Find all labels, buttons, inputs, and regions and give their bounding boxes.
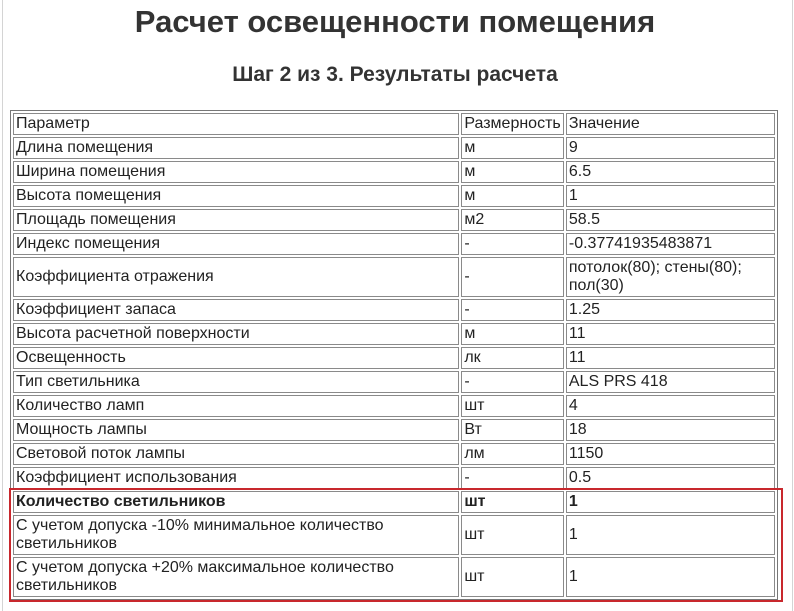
table-row [13,443,775,465]
page-frame-right [792,0,793,611]
page-frame-left [2,0,3,611]
row-param-label: Высота помещения [13,185,459,207]
table-row [13,185,775,207]
row-value: ALS PRS 418 [566,371,775,393]
row-param-label: С учетом допуска +20% максимальное количество светильников [13,557,459,597]
table-header-row [13,113,775,135]
table-row [13,233,775,255]
row-unit: Вт [461,419,564,441]
row-value: 1 [566,491,775,513]
table-row [13,137,775,159]
row-value: потолок(80); стены(80); пол(30) [566,257,775,297]
row-unit: - [461,257,564,297]
row-param-label: Длина помещения [13,137,459,159]
row-value: 18 [566,419,775,441]
row-param-label: Коэффициента отражения [13,257,459,297]
row-unit: - [461,467,564,489]
table-row [13,419,775,441]
row-param-label: Ширина помещения [13,161,459,183]
row-unit: - [461,233,564,255]
table-row [13,395,775,417]
result-row-min-count [13,515,775,555]
step-subtitle: Шаг 2 из 3. Результаты расчета [232,63,558,86]
row-value: 1150 [566,443,775,465]
row-value: 11 [566,347,775,369]
table-row [13,347,775,369]
row-unit: - [461,299,564,321]
row-param-label: Коэффициент запаса [13,299,459,321]
table-row [13,257,775,297]
results-table [10,110,778,600]
row-param-label: Высота расчетной поверхности [13,323,459,345]
result-row-max-count [13,557,775,597]
row-unit: м [461,161,564,183]
row-param-label: Световой поток лампы [13,443,459,465]
row-unit: шт [461,557,564,597]
row-param-label: Тип светильника [13,371,459,393]
column-header-unit: Размерность [461,113,564,135]
row-unit: шт [461,395,564,417]
row-unit: лк [461,347,564,369]
row-param-label: Количество светильников [13,491,459,513]
row-param-label: Площадь помещения [13,209,459,231]
row-value: 1 [566,515,775,555]
row-param-label: Коэффициент использования [13,467,459,489]
column-header-parameter: Параметр [13,113,459,135]
table-row [13,323,775,345]
row-value: 9 [566,137,775,159]
row-param-label: Количество ламп [13,395,459,417]
row-unit: м2 [461,209,564,231]
row-param-label: С учетом допуска -10% минимальное количество светильников [13,515,459,555]
row-unit: шт [461,491,564,513]
row-value: -0.37741935483871 [566,233,775,255]
row-value: 4 [566,395,775,417]
row-value: 1 [566,557,775,597]
row-unit: м [461,323,564,345]
row-param-label: Мощность лампы [13,419,459,441]
table-row [13,161,775,183]
row-value: 1.25 [566,299,775,321]
row-value: 0.5 [566,467,775,489]
table-row [13,209,775,231]
row-unit: - [461,371,564,393]
row-param-label: Освещенность [13,347,459,369]
row-unit: лм [461,443,564,465]
column-header-value: Значение [566,113,775,135]
row-value: 58.5 [566,209,775,231]
row-value: 6.5 [566,161,775,183]
row-unit: м [461,185,564,207]
row-unit: шт [461,515,564,555]
table-row [13,371,775,393]
row-unit: м [461,137,564,159]
result-row-luminaire-count [13,491,775,513]
table-row [13,467,775,489]
table-row [13,299,775,321]
row-param-label: Индекс помещения [13,233,459,255]
row-value: 1 [566,185,775,207]
page-title: Расчет освещенности помещения [134,4,656,39]
row-value: 11 [566,323,775,345]
